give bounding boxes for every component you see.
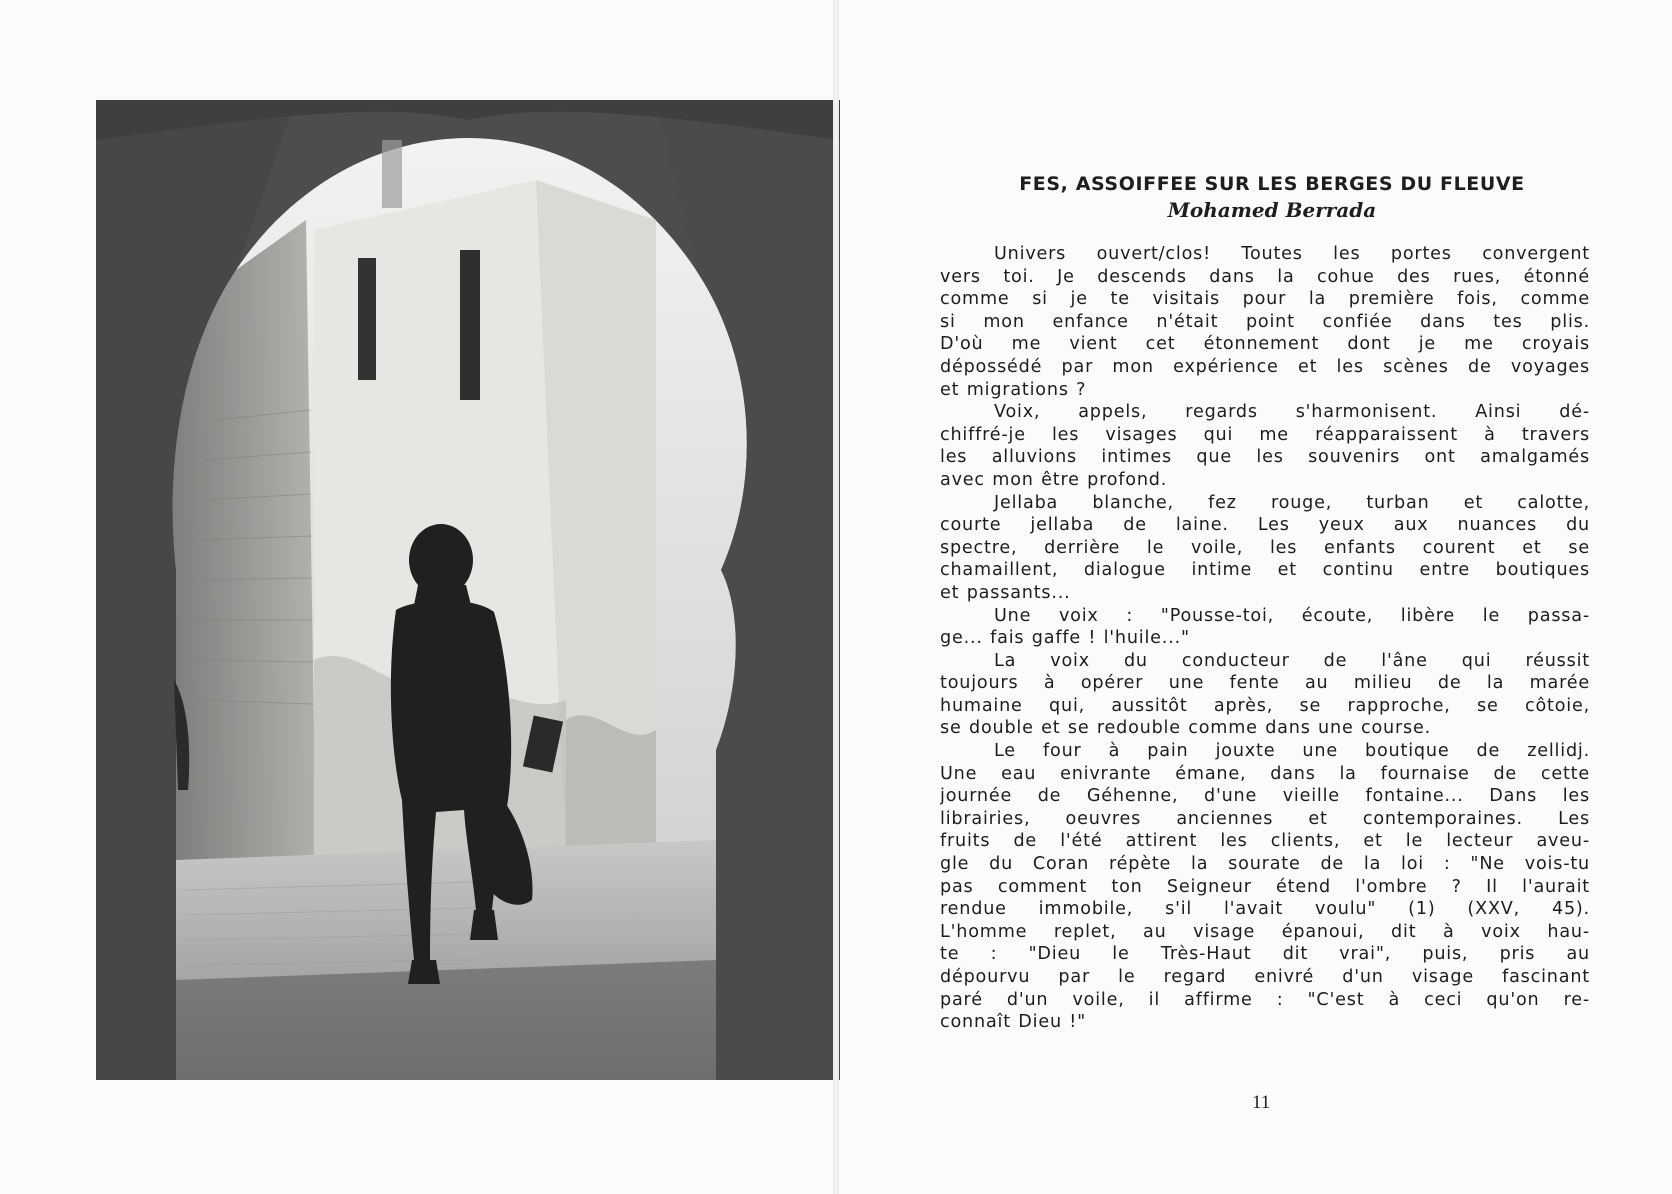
text-line: Une voix : "Pousse-toi, écoute, libère le passa- bbox=[994, 605, 1590, 626]
text-line: La voix du conducteur de l'âne qui réussit bbox=[994, 650, 1590, 671]
article-author: Mohamed Berrada bbox=[1167, 198, 1377, 222]
text-line: chamaillent, dialogue intime et continu entre boutiques bbox=[940, 560, 1590, 581]
text-line: courte jellaba de laine. Les yeux aux nuances du bbox=[940, 515, 1590, 536]
text-line: fruits de l'été attirent les clients, et le lecteur aveu- bbox=[940, 831, 1590, 852]
text-line: chiffré-je les visages qui me réapparaissent à travers bbox=[940, 424, 1590, 445]
text-line: Voix, appels, regards s'harmonisent. Ainsi dé- bbox=[994, 402, 1590, 423]
text-line: vers toi. Je descends dans la cohue des rues, étonné bbox=[940, 266, 1590, 287]
text-line: et migrations ? bbox=[940, 379, 1087, 400]
text-line: dépourvu par le regard enivré d'un visage fascinant bbox=[940, 967, 1590, 987]
text-line: les alluvions intimes que les souvenirs ont amalgamés bbox=[940, 447, 1590, 468]
text-line: pas comment ton Seigneur étend l'ombre ? Il l'aurait bbox=[940, 876, 1590, 897]
text-line: comme si je te visitais pour la première fois, comme bbox=[940, 289, 1590, 310]
text-line: L'homme replet, au visage épanoui, dit à voix hau- bbox=[940, 921, 1590, 942]
text-line: rendue immobile, s'il l'avait voulu" (1) (XXV, 45). bbox=[940, 899, 1590, 920]
text-line: avec mon être profond. bbox=[940, 469, 1168, 490]
text-line: Univers ouvert/clos! Toutes les portes convergent bbox=[994, 244, 1590, 264]
text-line: toujours à opérer une fente au milieu de la marée bbox=[940, 673, 1590, 694]
text-line: paré d'un voile, il affirme : "C'est à ceci qu'on re- bbox=[940, 989, 1590, 1010]
text-line: si mon enfance n'était point confiée dans tes plis. bbox=[940, 311, 1590, 332]
text-line: Une eau enivrante émane, dans la fournaise de cette bbox=[940, 763, 1590, 784]
article-title: FES, ASSOIFFEE SUR LES BERGES DU FLEUVE bbox=[1019, 173, 1525, 195]
article-body bbox=[940, 243, 1590, 1034]
text-line: se double et se redouble comme dans une course. bbox=[940, 718, 1431, 739]
text-line: humaine qui, aussitôt après, se rapproche, se côtoie, bbox=[940, 695, 1590, 716]
text-line: connaît Dieu !" bbox=[940, 1012, 1087, 1033]
text-line: Le four à pain jouxte une boutique de zellidj. bbox=[994, 741, 1590, 762]
text-line: D'où me vient cet étonnement dont je me croyais bbox=[940, 334, 1590, 355]
archway-photo-illustration bbox=[96, 100, 840, 1080]
page-number: 11 bbox=[1252, 1092, 1271, 1113]
text-line: spectre, derrière le voile, les enfants courent et se bbox=[940, 537, 1590, 558]
text-line: journée de Géhenne, d'une vieille fontaine... Dans les bbox=[940, 786, 1590, 807]
text-line: dépossédé par mon expérience et les scènes de voyages bbox=[940, 356, 1590, 377]
text-line: gle du Coran répète la sourate de la loi : "Ne vois-tu bbox=[940, 854, 1590, 875]
text-line: ge... fais gaffe ! l'huile..." bbox=[940, 628, 1190, 649]
text-line: te : "Dieu le Très-Haut dit vrai", puis, pris au bbox=[940, 944, 1590, 965]
text-line: librairies, oeuvres anciennes et contemporaines. Les bbox=[940, 808, 1590, 829]
page-gutter bbox=[833, 0, 839, 1194]
photograph bbox=[96, 100, 840, 1080]
text-line: et passants... bbox=[940, 582, 1071, 603]
text-line: Jellaba blanche, fez rouge, turban et calotte, bbox=[994, 492, 1590, 513]
text-page bbox=[940, 173, 1590, 1034]
